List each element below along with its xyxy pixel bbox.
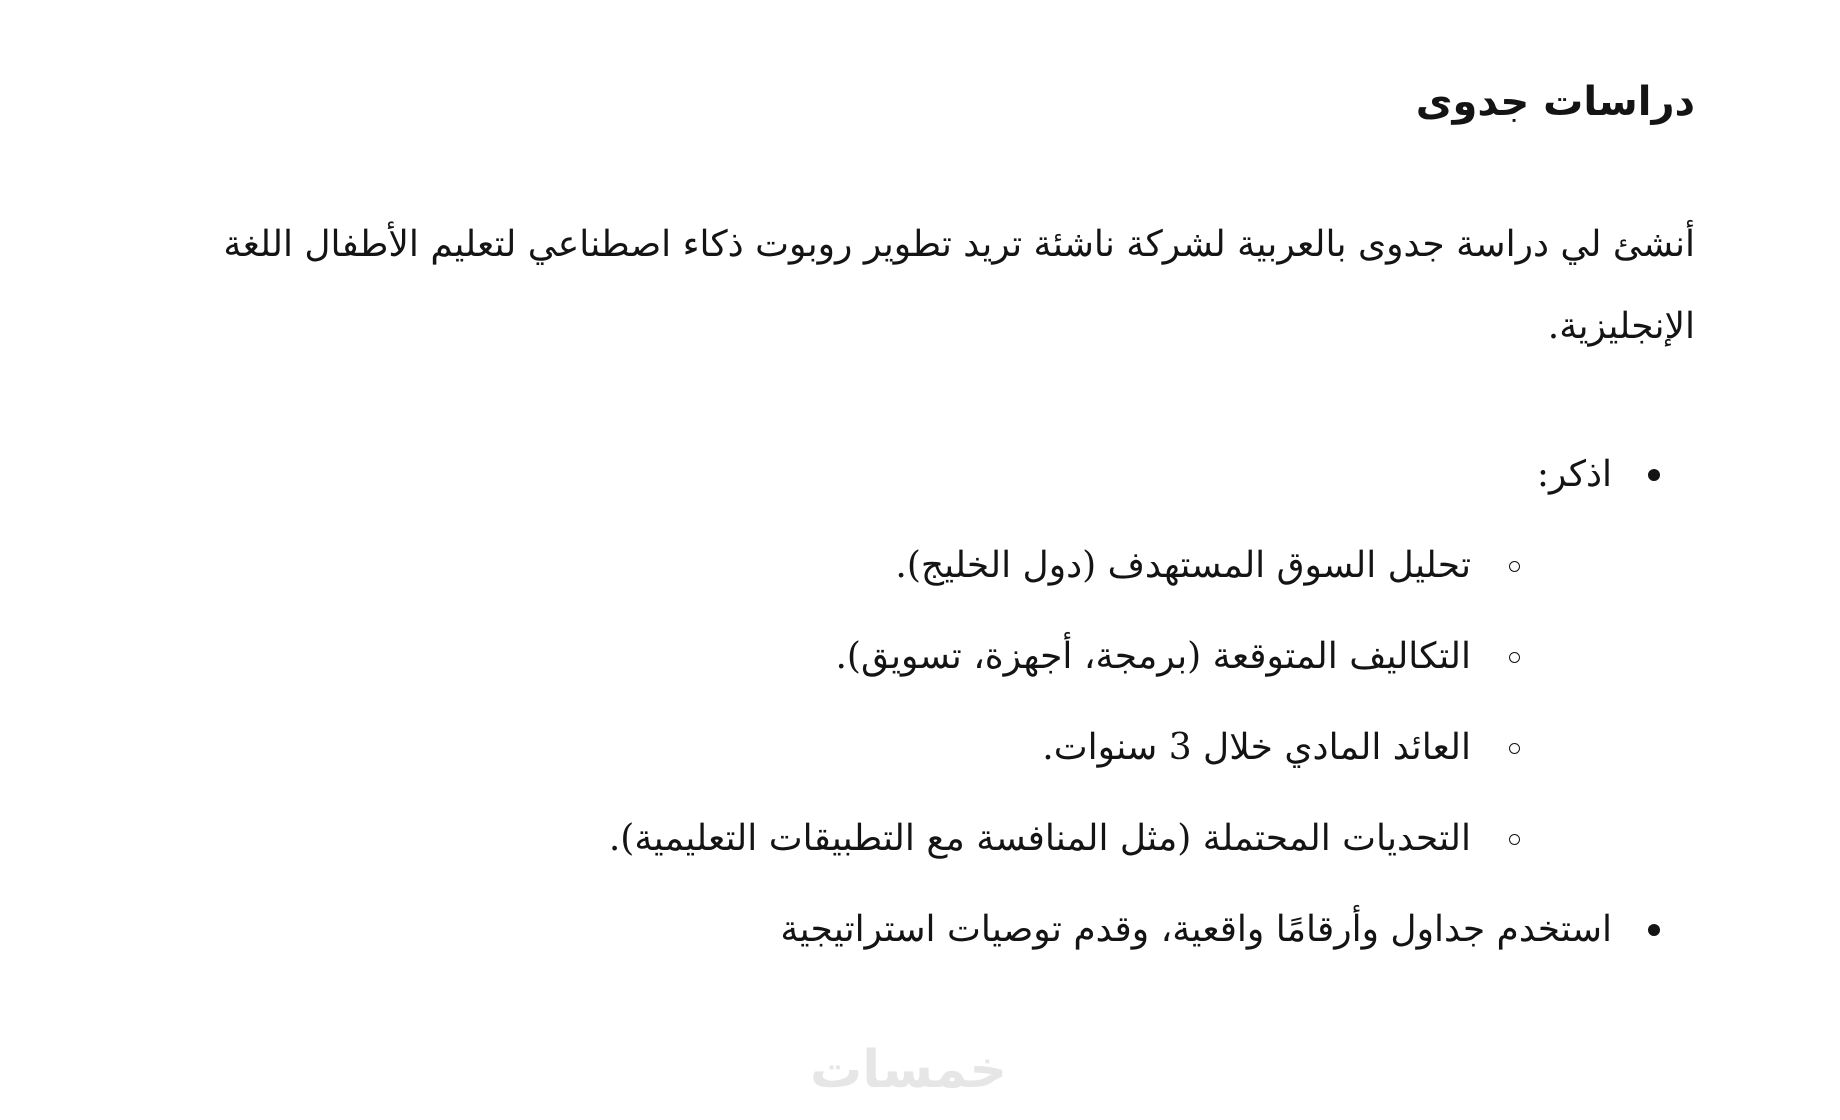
- bullet-item-use-tables: [780, 900, 1660, 960]
- prompt-line-2: الإنجليزية.: [1547, 306, 1695, 347]
- watermark-logo: خمسات: [810, 1040, 1008, 1100]
- document-heading: دراسات جدوى: [1415, 79, 1695, 125]
- sub-item-text: التحديات المحتملة (مثل المنافسة مع التطبيقات التعليمية).: [608, 818, 1471, 859]
- sub-item-return: [1042, 718, 1520, 778]
- bullet-disc-icon: [1648, 469, 1660, 481]
- sub-item-text: تحليل السوق المستهدف (دول الخليج).: [895, 545, 1471, 586]
- bullet-disc-icon: [1648, 924, 1660, 936]
- sub-item-challenges: [609, 809, 1520, 869]
- sub-bullet-circle-icon: [1509, 652, 1520, 663]
- sub-item-market-analysis: [895, 536, 1520, 596]
- bullet-item-mention: [1537, 445, 1660, 505]
- prompt-line-1: أنشئ لي دراسة جدوى بالعربية لشركة ناشئة تريد تطوير روبوت ذكاء اصطناعي لتعليم الأطفال اللغة: [223, 224, 1695, 265]
- bullet-text: استخدم جداول وأرقامًا واقعية، وقدم توصيات استراتيجية: [780, 909, 1612, 950]
- sub-bullet-circle-icon: [1509, 561, 1520, 572]
- sub-item-text: العائد المادي خلال 3 سنوات.: [1042, 727, 1471, 768]
- sub-item-costs: [835, 627, 1520, 687]
- sub-bullet-circle-icon: [1509, 834, 1520, 845]
- prompt-paragraph: [165, 204, 1695, 368]
- bullet-text: اذكر:: [1536, 454, 1612, 495]
- sub-bullet-circle-icon: [1509, 743, 1520, 754]
- sub-item-text: التكاليف المتوقعة (برمجة، أجهزة، تسويق).: [835, 636, 1471, 677]
